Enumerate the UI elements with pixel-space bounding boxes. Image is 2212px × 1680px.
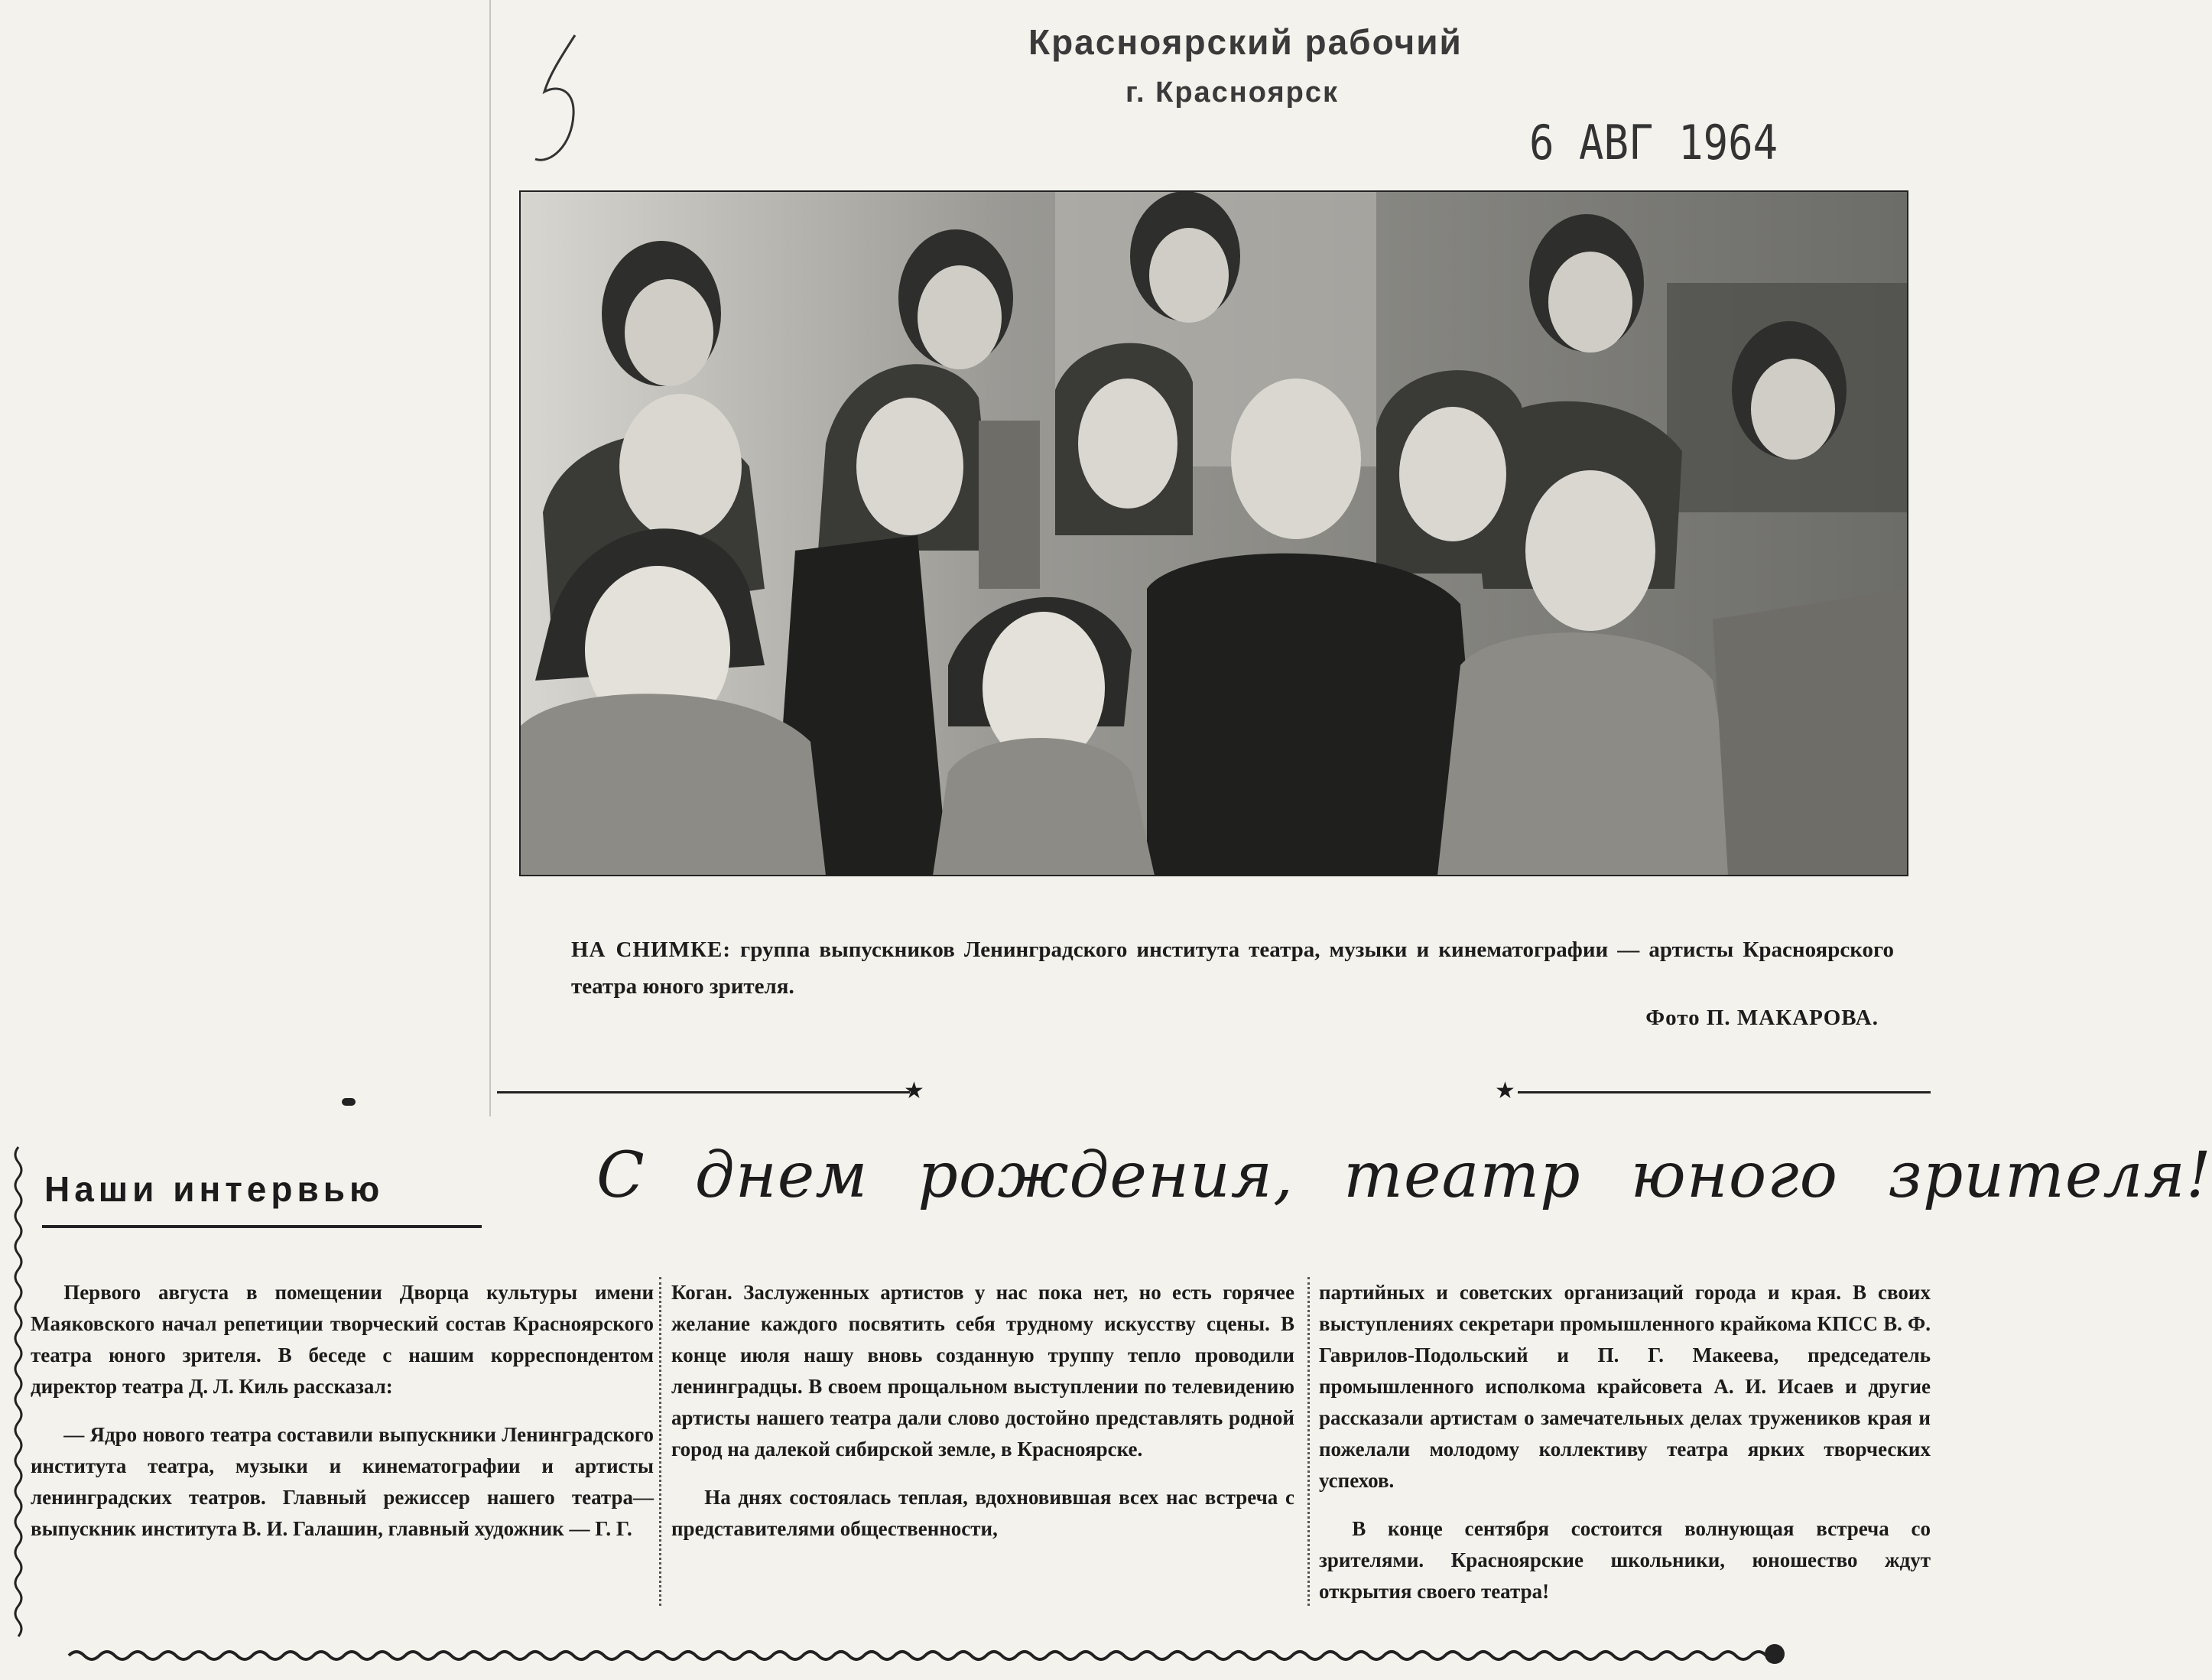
handwritten-page-number: [528, 31, 589, 176]
article-column-3: [1319, 1277, 1931, 1607]
newspaper-name-stamp: Красноярский рабочий: [1028, 22, 1463, 62]
city-stamp: г. Красноярск: [1125, 76, 1340, 109]
divider-star-left: ★: [904, 1078, 924, 1103]
ink-dot: [1765, 1644, 1785, 1664]
divider-line-right: [1518, 1091, 1931, 1093]
paragraph: На днях состоялась теплая, вдохновившая всех нас встреча с представителями общественности,: [671, 1486, 1294, 1540]
clipping-edge: [489, 0, 491, 1116]
paragraph: партийных и советских организаций города и края. В своих выступлениях секретари промышленного крайкома КПСС В. Ф. Гаврилов-Подольский и П. Г. Макеева, председатель промышленного исполкома крайсовета А. И. Исаев и другие рассказали артистам о замечательных делах тружеников края и пожелали молодому коллективу театра ярких творческих успехов.: [1319, 1281, 1931, 1492]
photo-credit: Фото П. МАКАРОВА.: [1645, 1006, 1879, 1030]
article-column-2: [671, 1277, 1294, 1545]
paragraph: Коган. Заслуженных артистов у нас пока нет, но есть горячее желание каждого посвятить себя трудному искусству сцены. В конце июля нашу вновь созданную труппу тепло проводили ленинградцы. В своем прощальном выступлении по телевидению артисты нашего театра дали слово достойно представлять родной город на далекой сибирской земле, в Красноярске.: [671, 1281, 1294, 1461]
photo-caption: [571, 931, 1894, 1005]
group-photo: [520, 191, 1908, 876]
ink-dot: [342, 1098, 356, 1106]
rubric-title: Наши интервью: [44, 1169, 385, 1209]
article-column-1: [31, 1277, 654, 1545]
caption-text: группа выпускников Ленинградского института театра, музыки и кинематографии — артисты Красноярского театра юного зрителя.: [571, 937, 1894, 999]
paragraph: — Ядро нового театра составили выпускники Ленинградского института театра, музыки и кинематографии и артисты ленинградских театров. Главный режиссер нашего театра—выпускник института В. И. Галашин, главный художник — Г. Г.: [31, 1423, 654, 1540]
column-divider: [1307, 1277, 1310, 1606]
article-headline: С днем рождения, театр юного зрителя!: [596, 1139, 2212, 1212]
paragraph: В конце сентября состоится волнующая встреча со зрителями. Красноярские школьники, юношество ждут открытия своего театра!: [1319, 1517, 1931, 1603]
rubric-underline: [42, 1225, 482, 1228]
wavy-border-left: [11, 1147, 26, 1644]
wavy-border-bottom: [69, 1644, 1774, 1667]
divider-line-left: [497, 1091, 910, 1093]
column-divider: [659, 1277, 661, 1606]
divider-star-right: ★: [1495, 1078, 1515, 1103]
paragraph: Первого августа в помещении Дворца культуры имени Маяковского начал репетиции творческий состав Красноярского театра юного зрителя. В беседе с нашим корреспондентом директор театра Д. Л. Киль рассказал:: [31, 1281, 654, 1398]
date-stamp: 6 АВГ 1964: [1529, 115, 1778, 171]
caption-lead: НА СНИМКЕ:: [571, 937, 731, 962]
